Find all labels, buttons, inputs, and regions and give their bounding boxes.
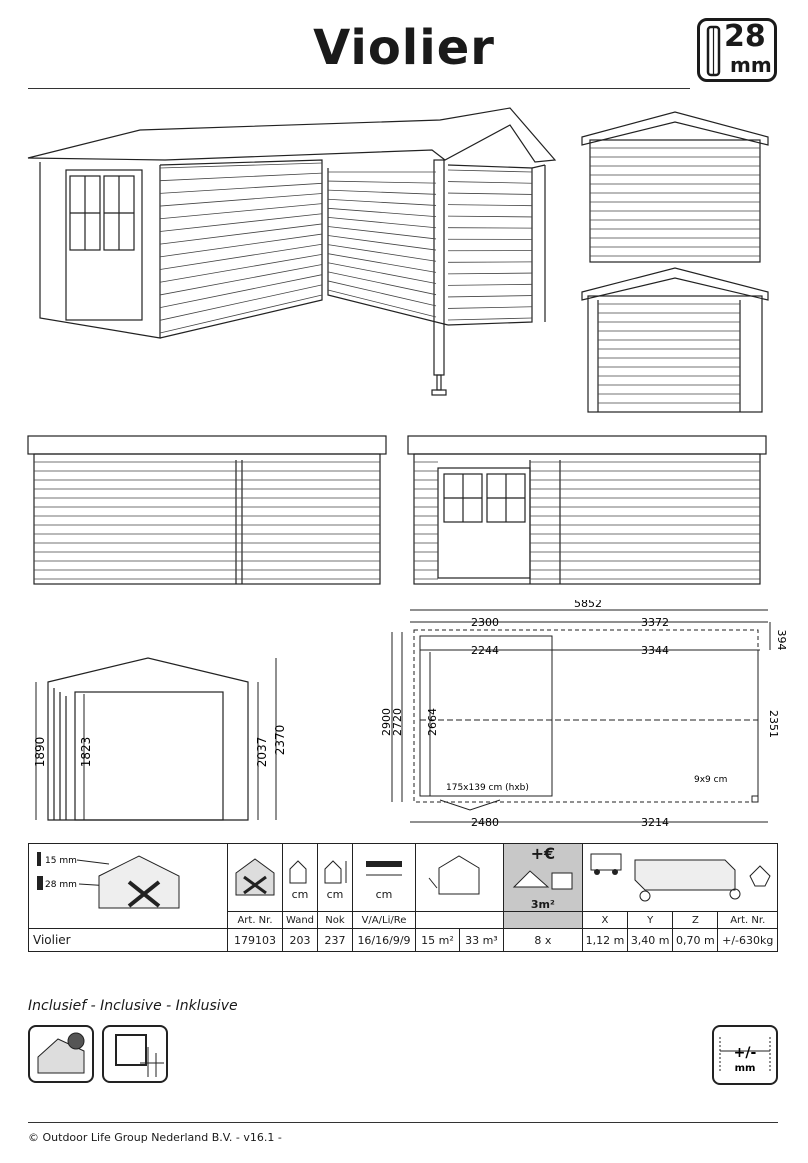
transport-icon-cell: [582, 844, 777, 912]
ridge-height-icon: [319, 855, 351, 885]
row-area: 15 m²: [416, 929, 460, 952]
footer-divider: [28, 1122, 778, 1123]
section-dim-ridge: 2370: [273, 724, 287, 756]
log-line: [160, 183, 322, 193]
plan-bottom-left: 2480: [471, 816, 499, 829]
wall-length-icon: [356, 855, 412, 885]
area-volume-icon: [419, 848, 499, 904]
log-line: [328, 236, 436, 251]
log-line: [328, 281, 436, 306]
row-wand: 203: [283, 929, 318, 952]
log-line: [160, 244, 322, 269]
plan-depth-outer: 2900: [380, 708, 393, 736]
house-height-icon: [284, 855, 316, 885]
area-3m2-label: 3m²: [530, 898, 555, 911]
header-art-nr: Art. Nr.: [228, 912, 283, 929]
plan-depth-mid: 2720: [391, 708, 404, 736]
log-line: [328, 226, 436, 238]
row-x: 1,12 m: [582, 929, 627, 952]
header-x: X: [582, 912, 627, 929]
plan-post-label: 9x9 cm: [694, 775, 728, 785]
thickness-legend-cell: [29, 844, 228, 929]
log-line: [328, 208, 436, 216]
log-line: [448, 193, 532, 194]
plan-bottom-right: 3214: [641, 816, 669, 829]
section-dim-wall: 2037: [255, 736, 269, 768]
log-line: [448, 216, 532, 217]
plan-right-outer: 3372: [641, 616, 669, 629]
section-drawing: [0, 640, 330, 840]
badge-unit: mm: [730, 53, 772, 77]
log-line: [328, 272, 436, 295]
log-line: [328, 290, 436, 317]
wall-thickness-badge: [697, 18, 777, 82]
log-line: [160, 234, 322, 257]
header-z: Z: [673, 912, 718, 929]
ridge-icon-cell: [318, 844, 353, 912]
legend-28mm: 28 mm: [45, 880, 77, 890]
row-y: 3,40 m: [628, 929, 673, 952]
plan-overhang: 394: [775, 629, 788, 651]
header-wand: Wand: [283, 912, 318, 929]
side-elevations: [0, 430, 808, 590]
roofing-shingles-icon: [508, 863, 578, 895]
wall-icon-cell: [283, 844, 318, 912]
area-volume-icon-cell: [416, 844, 504, 912]
section-dim-inner: 1823: [79, 736, 93, 768]
row-art-nr: 179103: [228, 929, 283, 952]
log-line: [448, 284, 532, 285]
plan-depth-right: 2351: [767, 710, 780, 738]
log-line: [160, 254, 322, 282]
plan-left-outer: 2300: [471, 616, 499, 629]
log-line: [448, 273, 532, 274]
log-line: [448, 205, 532, 206]
footer-copyright: © Outdoor Life Group Nederland B.V. - v16.1 -: [28, 1131, 282, 1144]
window-frame-icon: [102, 1025, 168, 1083]
plan-left-inner: 2244: [471, 644, 499, 657]
badge-thickness: 28: [724, 19, 766, 54]
row-vali: 16/16/9/9: [353, 929, 416, 952]
unit-cm-ridge: cm: [326, 887, 344, 901]
page-title: Violier: [313, 20, 495, 76]
log-line: [160, 193, 322, 206]
wall-length-icon-cell: [353, 844, 416, 912]
log-line: [328, 245, 436, 262]
log-line: [448, 182, 532, 184]
art-icon-cell: [228, 844, 283, 912]
header-vali: V/A/Li/Re: [353, 912, 416, 929]
plan-right-inner: 3344: [641, 644, 669, 657]
spec-table: [28, 843, 778, 952]
row-nok: 237: [318, 929, 353, 952]
inclusive-label: Inclusief - Inclusive - Inklusive: [28, 998, 238, 1014]
title-divider: [28, 88, 690, 89]
log-line: [328, 254, 436, 273]
header-art-nr-2: Art. Nr.: [718, 912, 778, 929]
log-line: [160, 173, 322, 181]
log-line: [160, 224, 322, 244]
log-line: [328, 199, 436, 205]
unit-cm-length: cm: [375, 887, 393, 901]
roofing-icon-cell: [503, 844, 582, 912]
floor-plan: [380, 600, 800, 830]
log-line: [328, 263, 436, 284]
log-line: [448, 318, 532, 320]
roofing-felt-icon: [28, 1025, 94, 1083]
row-volume: 33 m³: [459, 929, 503, 952]
log-line: [328, 190, 436, 194]
plan-depth-inner: 2664: [426, 708, 439, 736]
tolerance-arrows-icon: [714, 1027, 776, 1083]
log-line: [448, 307, 532, 309]
unit-cm-wall: cm: [291, 887, 309, 901]
shed-icon: [230, 851, 280, 901]
row-count: 8 x: [503, 929, 582, 952]
log-line: [328, 181, 436, 183]
plan-door-label: 175x139 cm (hxb): [446, 783, 529, 793]
row-z: 0,70 m: [673, 929, 718, 952]
tolerance-unit: mm: [734, 1063, 756, 1074]
header-nok: Nok: [318, 912, 353, 929]
plan-total-width: 5852: [574, 600, 602, 610]
section-dim-side: 1890: [33, 736, 47, 768]
plus-euro-label: +€: [530, 844, 556, 863]
log-line: [160, 295, 322, 333]
legend-15mm: 15 mm: [45, 856, 77, 866]
header-y: Y: [628, 912, 673, 929]
plank-icon: [704, 23, 726, 79]
cabin-thickness-icon: [29, 846, 225, 926]
tolerance-badge: [712, 1025, 778, 1085]
row-name: Violier: [29, 929, 228, 952]
tolerance-sign: +/-: [733, 1045, 757, 1061]
row-weight: +/-630kg: [718, 929, 778, 952]
log-line: [328, 217, 436, 227]
log-line: [448, 296, 532, 297]
log-line: [448, 170, 532, 172]
transport-package-icon: [585, 846, 775, 906]
